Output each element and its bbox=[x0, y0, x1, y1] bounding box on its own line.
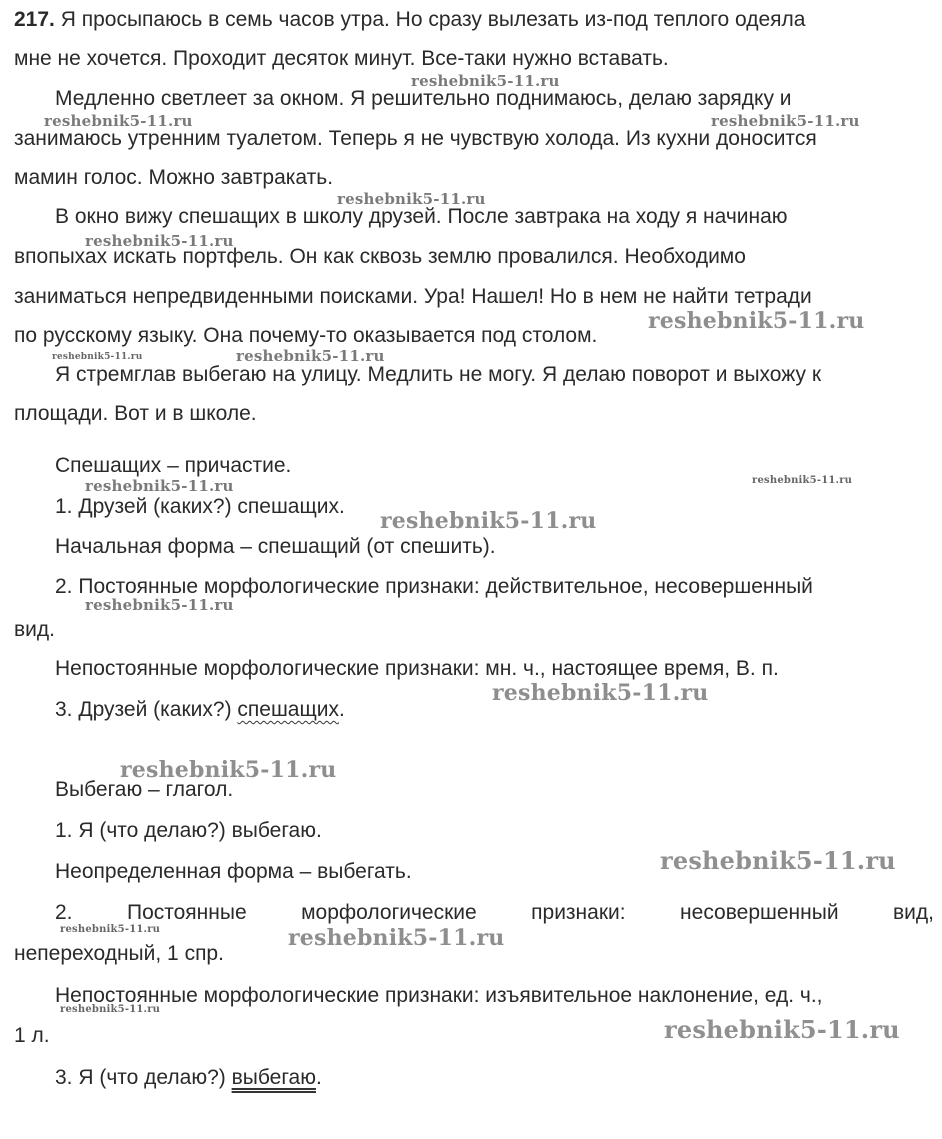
watermark: reshebnik5-11.ru bbox=[85, 596, 234, 614]
word: Постоянные bbox=[126, 901, 247, 924]
analysis-line bbox=[55, 1065, 322, 1091]
analysis-line: Непостоянные морфологические признаки: мн. ч., настоящее время, В. п. bbox=[55, 657, 779, 680]
analysis-line: Непостоянные морфологические признаки: изъявительное наклонение, ед. ч., bbox=[55, 984, 823, 1007]
analysis-heading: Выбегаю – глагол. bbox=[55, 778, 234, 801]
exercise-line: В окно вижу спешащих в школу друзей. После завтрака на ходу я начинаю bbox=[55, 205, 788, 228]
word: признаки: bbox=[531, 901, 626, 924]
exercise-line: заниматься непредвиденными поисками. Ура! Нашел! Но в нем не найти тетради bbox=[14, 285, 812, 308]
analysis-text: 3. Я (что делаю?) bbox=[55, 1066, 232, 1089]
exercise-line: занимаюсь утренним туалетом. Теперь я не чувствую холода. Из кухни доносится bbox=[14, 127, 817, 150]
watermark: reshebnik5-11.ru bbox=[648, 308, 865, 334]
watermark: reshebnik5-11.ru bbox=[60, 924, 161, 935]
watermark: reshebnik5-11.ru bbox=[664, 1015, 900, 1044]
analysis-heading: Спешащих – причастие. bbox=[55, 454, 292, 477]
exercise-number: 217. bbox=[14, 8, 55, 31]
exercise-line: мамин голос. Можно завтракать. bbox=[14, 166, 334, 189]
watermark: reshebnik5-11.ru bbox=[85, 232, 234, 250]
analysis-line: 1 л. bbox=[14, 1024, 50, 1047]
analysis-line: Неопределенная форма – выбегать. bbox=[55, 860, 412, 883]
analysis-line bbox=[55, 697, 345, 723]
word: морфологические bbox=[301, 901, 477, 924]
analysis-line: непереходный, 1 спр. bbox=[14, 942, 224, 965]
exercise-line bbox=[14, 7, 805, 33]
word: вид, bbox=[893, 901, 934, 924]
analysis-line: 2. Постоянные морфологические признаки: действительное, несовершенный bbox=[55, 575, 813, 598]
exercise-line: площади. Вот и в школе. bbox=[14, 402, 257, 425]
watermark: reshebnik5-11.ru bbox=[288, 925, 505, 951]
analysis-line: Начальная форма – спешащий (от спешить). bbox=[55, 535, 496, 558]
exercise-line: Я стремглав выбегаю на улицу. Медлить не могу. Я делаю поворот и выхожу к bbox=[55, 363, 822, 386]
exercise-line: по русскому языку. Она почему-то оказывается под столом. bbox=[14, 324, 598, 347]
watermark: reshebnik5-11.ru bbox=[492, 680, 709, 706]
analysis-line: 1. Друзей (каких?) спешащих. bbox=[55, 495, 345, 518]
word: несовершенный bbox=[680, 901, 839, 924]
watermark: reshebnik5-11.ru bbox=[752, 475, 853, 486]
watermark: reshebnik5-11.ru bbox=[60, 1004, 161, 1015]
exercise-line: впопыхах искать портфель. Он как сквозь землю провалился. Необходимо bbox=[14, 245, 746, 268]
watermark: reshebnik5-11.ru bbox=[85, 477, 234, 495]
exercise-text: Я просыпаюсь в семь часов утра. Но сразу вылезать из-под теплого одеяла bbox=[60, 8, 806, 31]
double-underlined-word: выбегаю bbox=[231, 1066, 316, 1089]
watermark: reshebnik5-11.ru bbox=[120, 757, 337, 783]
analysis-text: . bbox=[339, 698, 345, 721]
exercise-line: мне не хочется. Проходит десяток минут. Все-таки нужно вставать. bbox=[14, 47, 669, 70]
watermark: reshebnik5-11.ru bbox=[711, 112, 860, 130]
analysis-line bbox=[55, 900, 934, 926]
watermark: reshebnik5-11.ru bbox=[236, 347, 385, 365]
analysis-text: 3. Друзей (каких?) bbox=[55, 698, 238, 721]
watermark: reshebnik5-11.ru bbox=[52, 352, 143, 362]
watermark: reshebnik5-11.ru bbox=[337, 190, 486, 208]
watermark: reshebnik5-11.ru bbox=[380, 508, 597, 534]
analysis-line: вид. bbox=[14, 618, 55, 641]
analysis-text: . bbox=[315, 1066, 322, 1089]
analysis-line: 1. Я (что делаю?) выбегаю. bbox=[55, 819, 322, 842]
exercise-line: Медленно светлеет за окном. Я решительно поднимаюсь, делаю зарядку и bbox=[55, 87, 792, 110]
watermark: reshebnik5-11.ru bbox=[660, 846, 896, 875]
word: 2. bbox=[55, 901, 73, 924]
watermark: reshebnik5-11.ru bbox=[411, 72, 560, 90]
wavy-underlined-word: спешащих bbox=[237, 698, 339, 721]
watermark: reshebnik5-11.ru bbox=[44, 112, 193, 130]
